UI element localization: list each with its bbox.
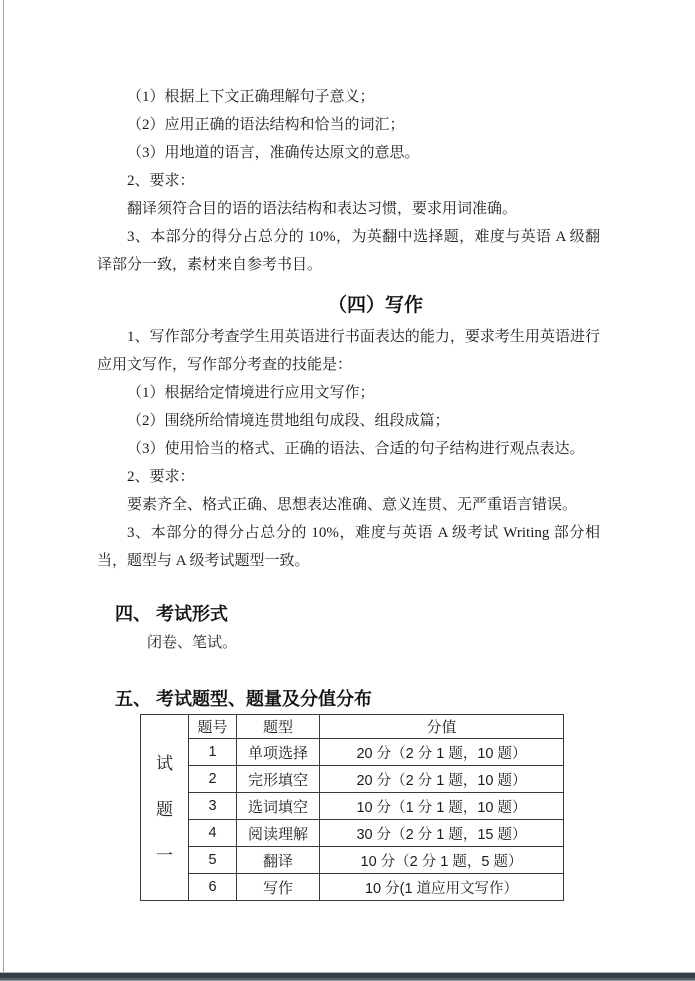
cell-score: 10 分(1 道应用文写作）: [320, 874, 564, 901]
cell-score: 10 分（2 分 1 题，5 题）: [320, 847, 564, 874]
paragraph: 2、要求：: [127, 469, 195, 485]
cell-number: 4: [189, 820, 237, 847]
column-header-score: 分值: [320, 715, 564, 739]
paragraph: 3、本部分的得分占总分的 10%，难度与英语 A 级考试 Writing 部分相当，题型与 A 级考试题型一致。: [97, 525, 600, 569]
table-row: [141, 847, 564, 874]
table-row: [141, 874, 564, 901]
column-header-number: 题号: [189, 715, 237, 739]
document-content: [97, 83, 600, 901]
exam-group-label-cell: [141, 715, 189, 901]
cell-type: 阅读理解: [237, 820, 320, 847]
table-row: [141, 766, 564, 793]
column-header-type: 题型: [237, 715, 320, 739]
paragraph: （1）根据给定情境进行应用文写作；: [127, 385, 375, 401]
page-bottom-edge: [0, 972, 695, 981]
table-row: [141, 820, 564, 847]
paragraph: 2、要求：: [127, 173, 195, 189]
cell-number: 6: [189, 874, 237, 901]
exam-form-body: 闭卷、笔试。: [147, 635, 238, 651]
score-table: [140, 714, 564, 901]
group-label-char: 题: [156, 800, 173, 819]
page-left-edge-line: [3, 0, 4, 972]
paragraph: （3）使用恰当的格式、正确的语法、合适的句子结构进行观点表达。: [127, 441, 585, 457]
cell-score: 20 分（2 分 1 题，10 题）: [320, 766, 564, 793]
paragraph: 3、本部分的得分占总分的 10%，为英翻中选择题，难度与英语 A 级翻译部分一致，素材来自参考书目。: [97, 229, 600, 273]
group-label-char: 试: [156, 754, 173, 773]
exam-form-heading: 四、 考试形式: [115, 604, 229, 624]
cell-type: 选词填空: [237, 793, 320, 820]
cell-score: 30 分（2 分 1 题，15 题）: [320, 820, 564, 847]
table-header-row: [141, 715, 564, 739]
paragraph: （1）根据上下文正确理解句子意义；: [127, 89, 375, 105]
cell-score: 10 分（1 分 1 题，10 题）: [320, 793, 564, 820]
paragraph: 1、写作部分考查学生用英语进行书面表达的能力，要求考生用英语进行应用文写作，写作部分考查的技能是：: [97, 329, 600, 373]
cell-type: 写作: [237, 874, 320, 901]
paragraph: 翻译须符合目的语的语法结构和表达习惯，要求用词准确。: [127, 201, 518, 217]
cell-number: 5: [189, 847, 237, 874]
exam-table-heading: 五、 考试题型、题量及分值分布: [115, 689, 372, 709]
cell-type: 翻译: [237, 847, 320, 874]
cell-number: 3: [189, 793, 237, 820]
exam-group-label: [141, 749, 188, 866]
paragraph: （2）应用正确的语法结构和恰当的词汇；: [127, 117, 405, 133]
cell-type: 完形填空: [237, 766, 320, 793]
cell-number: 2: [189, 766, 237, 793]
paragraph: （3）用地道的语言，准确传达原文的意思。: [127, 145, 420, 161]
paragraph: 要素齐全、格式正确、思想表达准确、意义连贯、无严重语言错误。: [127, 497, 578, 513]
cell-number: 1: [189, 739, 237, 766]
cell-score: 20 分（2 分 1 题，10 题）: [320, 739, 564, 766]
group-label-char: 一: [156, 846, 173, 865]
table-row: [141, 739, 564, 766]
writing-section-heading: （四）写作: [327, 295, 423, 316]
table-row: [141, 793, 564, 820]
paragraph: （2）围绕所给情境连贯地组句成段、组段成篇；: [127, 413, 450, 429]
cell-type: 单项选择: [237, 739, 320, 766]
